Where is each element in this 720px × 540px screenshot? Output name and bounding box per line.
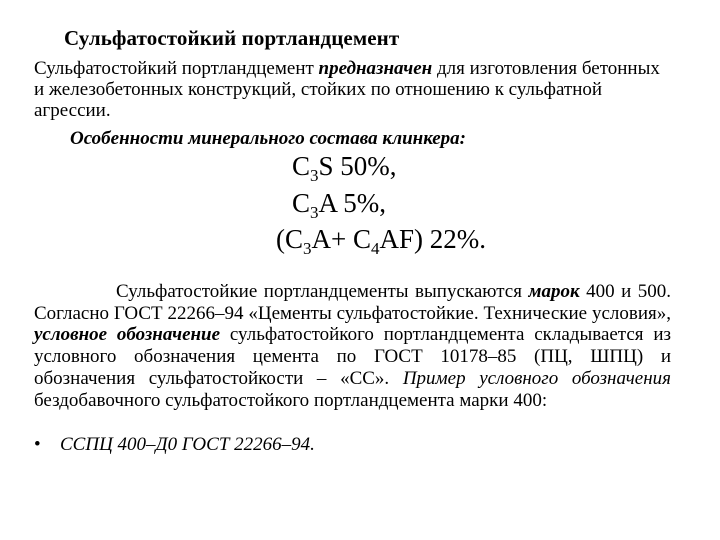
formula-c3a-value: A 5%, bbox=[318, 188, 387, 218]
formula-sum-open: (C bbox=[276, 224, 303, 254]
grades-text-4: бездобавочного сульфатостойкого портландцемента марки 400: bbox=[34, 389, 548, 411]
grades-paragraph bbox=[34, 281, 671, 411]
formula-c3a bbox=[292, 187, 387, 222]
grades-text-2: 400 и 500. Согласно ГОСТ 22266–94 «Цементы сульфатостойкие. Технические условия», bbox=[34, 281, 672, 324]
grades-text-3: сульфатостойкого портландцемента складывается из условного обозначения цемента по ГОСТ 10178–85 (ПЦ, ШПЦ) и обозначения сульфатостойкости – «СС». bbox=[34, 324, 672, 389]
bullet-icon: • bbox=[34, 434, 41, 455]
grades-example-label: Пример условного обозначения bbox=[402, 367, 671, 389]
example-bullet bbox=[34, 434, 315, 456]
formula-c3s-value: S 50%, bbox=[318, 151, 397, 181]
formula-c3s-subscript: 3 bbox=[310, 166, 319, 185]
clinker-subheading: Особенности минерального состава клинкера: bbox=[70, 128, 467, 149]
grades-emphasis-marks: марок bbox=[528, 281, 580, 302]
example-designation: ССПЦ 400–Д0 ГОСТ 22266–94. bbox=[60, 434, 315, 455]
intro-emphasis: предназначен bbox=[318, 58, 433, 79]
intro-text-end: для изготовления бетонных и железобетонных конструкций, стойких по отношению к сульфатной агрессии. bbox=[34, 58, 660, 121]
formula-sum-value: AF) 22%. bbox=[379, 224, 486, 254]
formula-sum-subscript-4: 4 bbox=[370, 239, 380, 258]
formula-sum-subscript-3: 3 bbox=[303, 239, 312, 258]
formula-c3s-symbol: C bbox=[292, 151, 311, 181]
intro-text-start: Сульфатостойкий портландцемент bbox=[34, 58, 319, 79]
slide-title: Сульфатостойкий портландцемент bbox=[64, 26, 400, 50]
intro-paragraph bbox=[34, 58, 674, 121]
formula-sum-mid: A+ C bbox=[311, 224, 371, 254]
formula-c3a-c4af bbox=[276, 223, 486, 258]
formula-c3a-subscript: 3 bbox=[310, 203, 319, 222]
grades-emphasis-designation: условное обозначение bbox=[34, 324, 221, 346]
formula-c3s bbox=[292, 150, 397, 185]
grades-text-1: Сульфатостойкие портландцементы выпускаются bbox=[116, 281, 529, 302]
formula-c3a-symbol: C bbox=[292, 188, 311, 218]
